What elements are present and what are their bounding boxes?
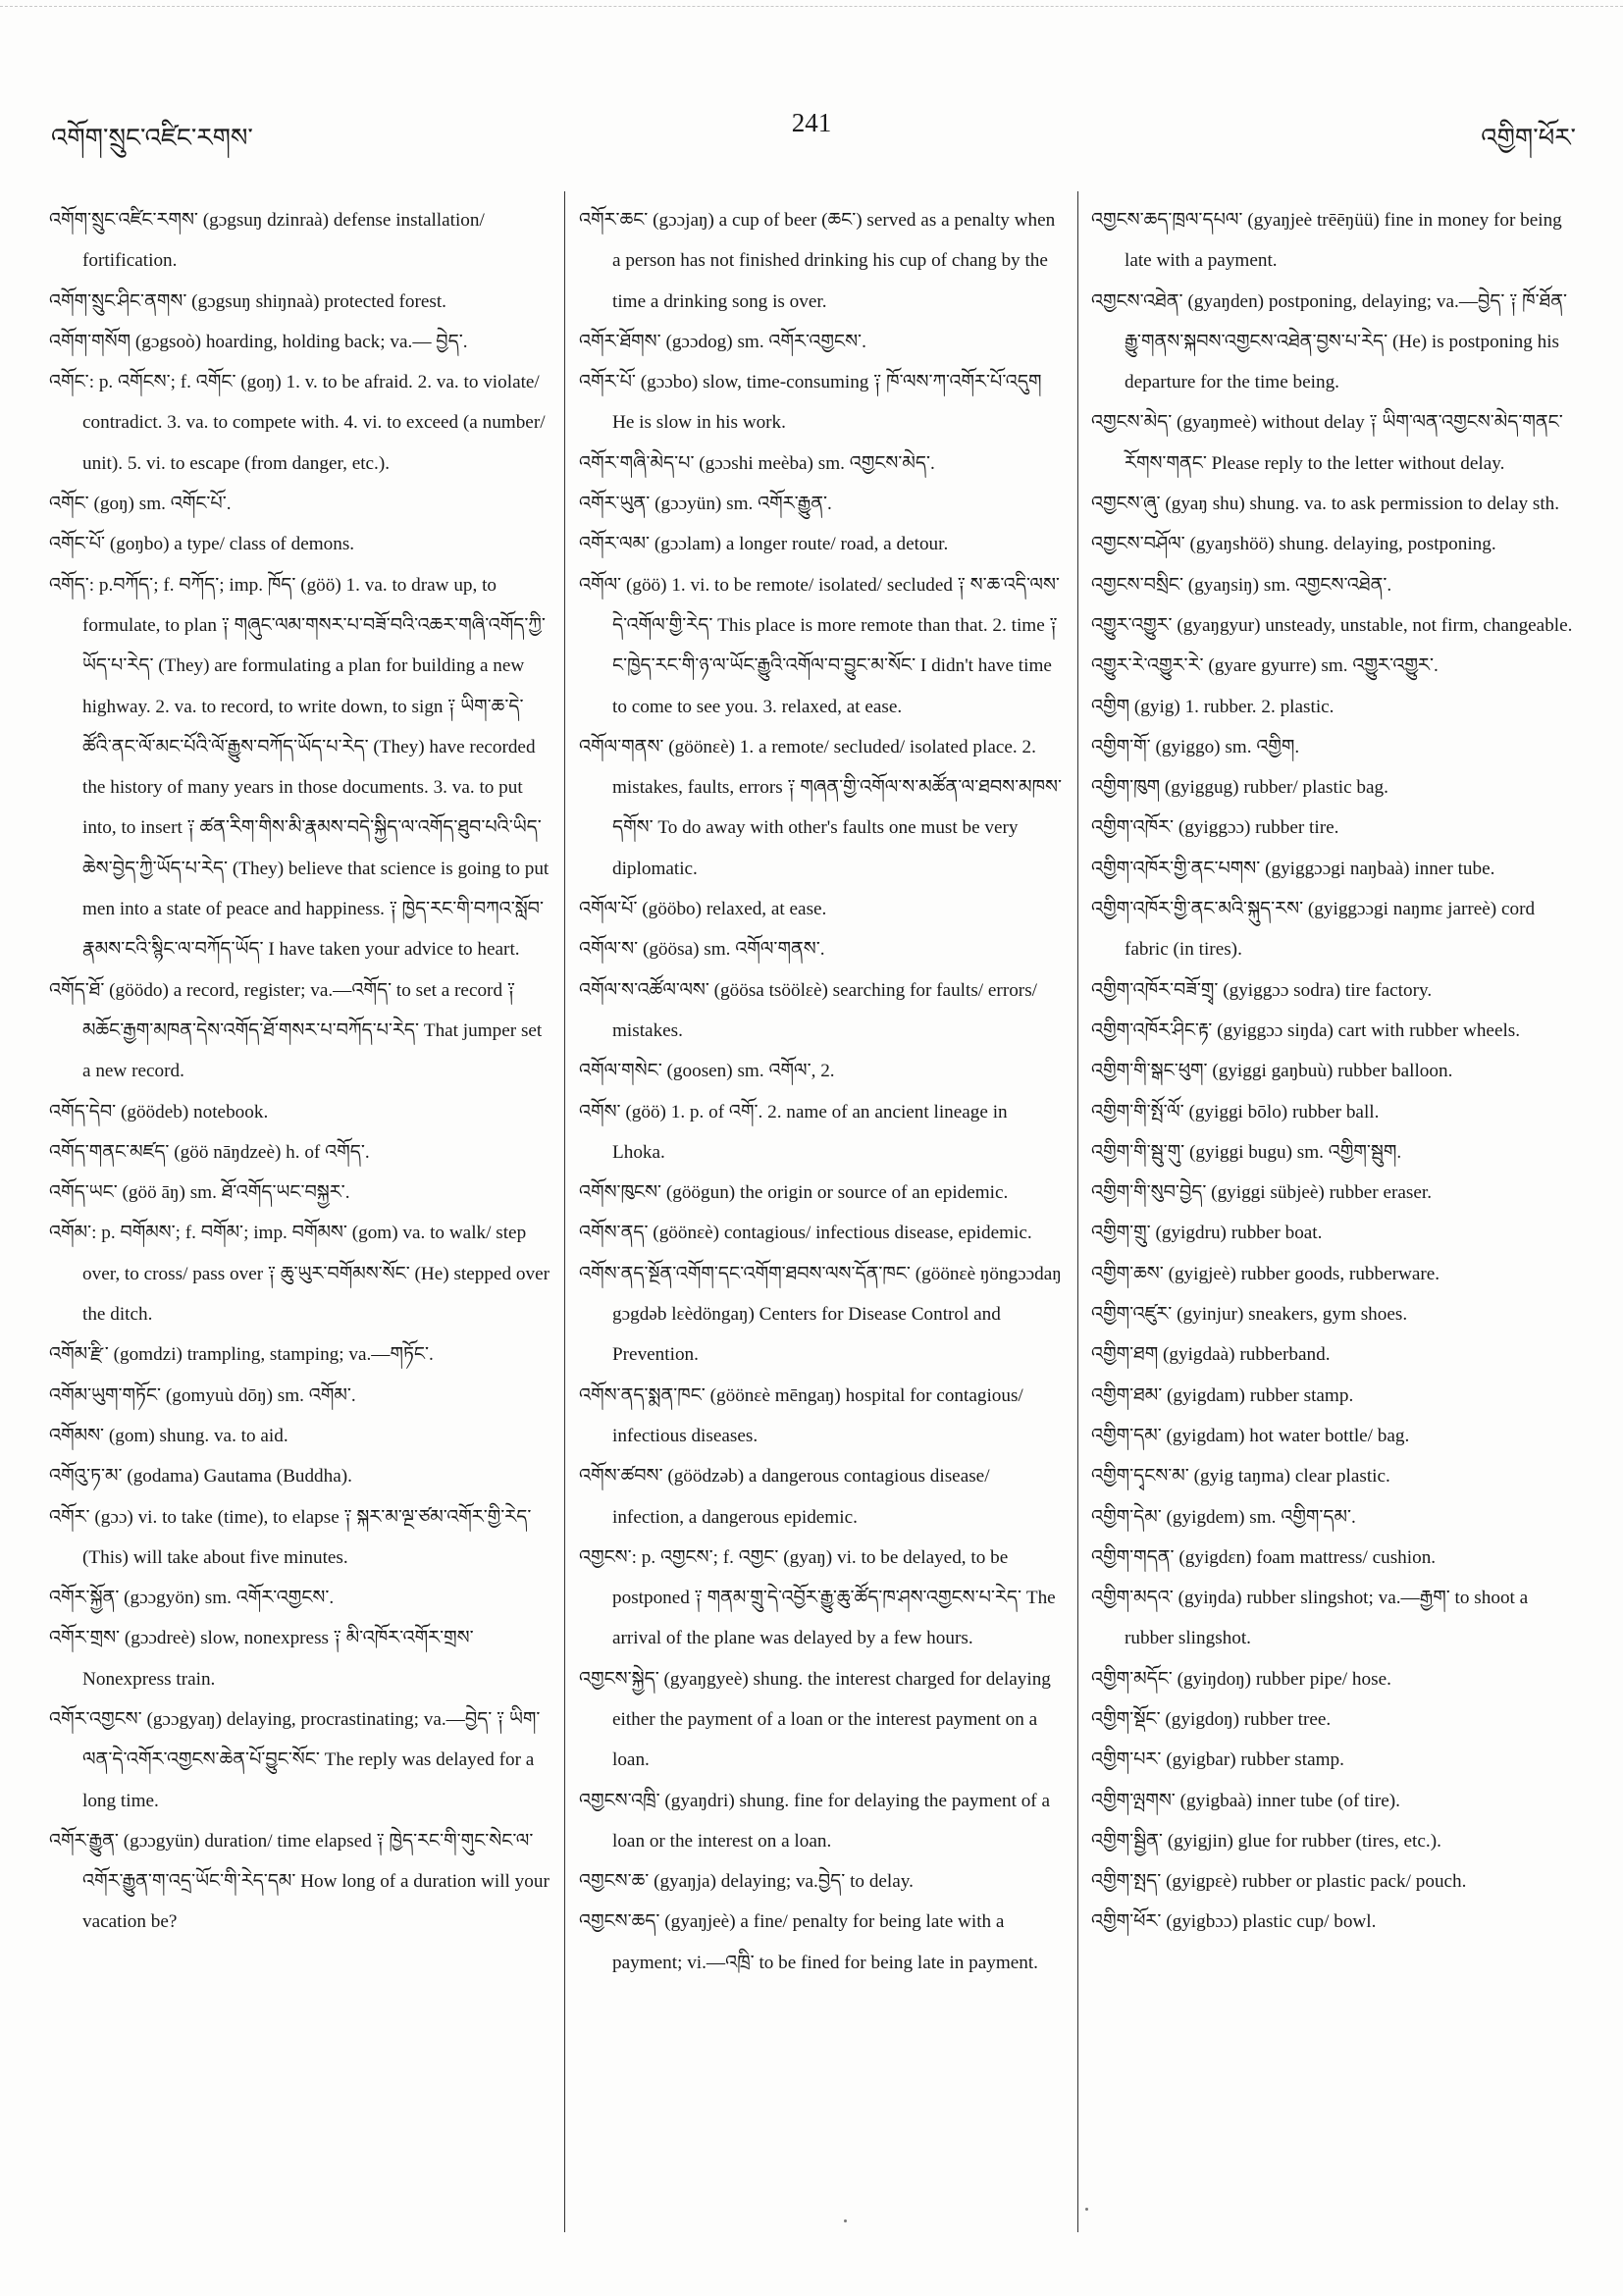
dictionary-entry: འགོས་ཁུངས་ (göögun) the origin or source of an epidemic. [579,1182,1009,1204]
dictionary-entry: འགོང་པོ་ (goŋbo) a type/ class of demons. [49,534,355,555]
dictionary-entry: འགོར་ (gɔɔ) vi. to take (time), to elapse ༑ སྐར་མ་ལྔ་ཙམ་འགོར་གྱི་རེད་ (This) will take about five minutes. [49,1506,532,1568]
dictionary-column-2 [579,200,1065,1983]
dictionary-entry: འགྱིག་སྦྱིན་ (gyigjin) glue for rubber (tires, etc.). [1091,1830,1441,1852]
dictionary-column-3 [1091,200,1582,1943]
dictionary-entry: འགྱིག་ཁུག (gyiggug) rubber/ plastic bag. [1091,777,1388,799]
dictionary-entry: འགོམས་ (gom) shung. va. to aid. [49,1425,288,1446]
dictionary-entry: འགོར་ཆང་ (gɔɔjaŋ) a cup of beer (ཆང་) served as a penalty when a person has not finished drinking his cup of chang by the time a drinking song is over. [579,210,1056,312]
dictionary-entry: འགྱིག་འཛུར་ (gyinjur) sneakers, gym shoes. [1091,1304,1408,1326]
dictionary-entry: འགྱིག་ཐག (gyigdaà) rubberband. [1091,1344,1331,1366]
dictionary-entry: འགྱངས་ཆ་ (gyaŋja) delaying; va.བྱེད་ to delay. [579,1871,914,1893]
dictionary-entry: འགོར་ལམ་ (gɔɔlam) a longer route/ road, a detour. [579,534,949,555]
dictionary-entry: འགྱུར་འགྱུར་ (gyaŋgyur) unsteady, unstable, not firm, changeable. [1091,614,1573,636]
dictionary-entry: འགོག་སྲུང་འཛིང་རགས་ (gɔgsuŋ dzinraà) defense installation/ fortification. [49,210,485,272]
dictionary-entry: འགོམ་རྫི་ (gomdzi) trampling, stamping; va.—གཏོང་. [49,1344,434,1366]
dictionary-entry: འགྱངས་འཁྲི་ (gyaŋdri) shung. fine for delaying the payment of a loan or the interest on a loan. [579,1790,1051,1852]
dictionary-entry: འགྱིག་གྲུ་ (gyigdru) rubber boat. [1091,1223,1323,1244]
dictionary-entry: འགྱིག་དྭངས་མ་ (gyig taŋma) clear plastic. [1091,1466,1390,1487]
scan-edge-line [0,6,1623,9]
scan-speck [1085,2208,1088,2211]
dictionary-entry: འགྱིག་འཁོར་གྱི་ནང་པགས་ (gyiggɔɔgi naŋbaà) inner tube. [1091,858,1495,879]
dictionary-entry: འགྱངས་ཞུ་ (gyaŋ shu) shung. va. to ask permission to delay sth. [1091,494,1560,515]
dictionary-entry: འགྱིག་གི་སྤོ་ལོ་ (gyiggi bōlo) rubber ball. [1091,1101,1380,1122]
dictionary-entry: འགྱུར་རེ་འགྱུར་རེ་ (gyare gyurre) sm. འགྱུར་འགྱུར་. [1091,655,1439,677]
dictionary-entry: འགྱངས་ཆད་ཁྲལ་དཔལ་ (gyaŋjeè trēēŋüü) fine in money for being late with a payment. [1091,210,1562,272]
dictionary-column-1 [49,200,550,1943]
dictionary-entry: འགྱངས་ཆད་ (gyaŋjeè) a fine/ penalty for being late with a payment; vi.—འཁྲི་ to be fined for being late in payment. [579,1911,1038,1973]
dictionary-entry: འགོམ་ཡུག་གཏོང་ (gomyuù dōŋ) sm. འགོམ་. [49,1384,356,1406]
dictionary-entry: འགོས་ནད་སྔོན་འགོག་དང་འགོག་ཐབས་ལས་དོན་ཁང་ (göönεè ŋöngɔɔdaŋ gɔgdəb lεèdöngaŋ) Centers for Disease Control and Prevention. [579,1263,1062,1366]
dictionary-entry: འགྱིག་འཁོར་ཤིང་རྟ་ (gyiggɔɔ siŋda) cart with rubber wheels. [1091,1019,1521,1041]
dictionary-entry: འགོར་སྐྱོན་ (gɔɔgyön) sm. འགོར་འགྱངས་. [49,1588,335,1609]
dictionary-entry: འགྱིག་ཆས་ (gyigjeè) rubber goods, rubberware. [1091,1263,1440,1284]
dictionary-entry: འགོས་ཚབས་ (göödzəb) a dangerous contagious disease/ infection, a dangerous epidemic. [579,1466,990,1528]
dictionary-entry: འགོང་ (goŋ) sm. འགོང་པོ་. [49,494,232,515]
dictionary-entry: འགྱིག་འཁོར་གྱི་ནང་མའི་སྐུད་རས་ (gyiggɔɔgi naŋmε jarreè) cord fabric (in tires). [1091,899,1536,961]
dictionary-entry: འགྱིག་ཕོར་ (gyigbɔɔ) plastic cup/ bowl. [1091,1911,1377,1933]
dictionary-entry: འགྱིག་གི་སྦུ་གུ་ (gyiggi bugu) sm. འགྱིག་སྦུག. [1091,1141,1402,1163]
dictionary-entry: འགྱིག་གདན་ (gyigdεn) foam mattress/ cushion. [1091,1546,1437,1568]
dictionary-entry: འགོལ་ས་ (göösa) sm. འགོལ་གནས་. [579,939,825,961]
dictionary-entry: འགོད་གནང་མཛད་ (göö nāŋdzeè) h. of འགོད་. [49,1141,370,1163]
dictionary-entry: འགོད་ཡང་ (göö āŋ) sm. ཐོ་འགོད་ཡང་བསྐྱར་. [49,1182,350,1204]
dictionary-entry: འགྱངས་མེད་ (gyaŋmeè) without delay ༑ ཡིག་ལན་འགྱངས་མེད་གནང་རོགས་གནང་ Please reply to the letter without delay. [1091,412,1563,474]
dictionary-entry: འགྱིག་སྡོང་ (gyigdoŋ) rubber tree. [1091,1708,1332,1730]
scan-speck [844,2219,847,2222]
dictionary-entry: འགྱིག་གི་སུབ་བྱེད་ (gyiggi sübjeè) rubber eraser. [1091,1182,1433,1204]
dictionary-entry: འགོལ་གསེང་ (goosen) sm. འགོལ་, 2. [579,1061,835,1082]
dictionary-entry: འགོས་ (göö) 1. p. of འགོ་. 2. name of an ancient lineage in Lhoka. [579,1101,1008,1163]
dictionary-entry: འགོར་གྲས་ (gɔɔdreè) slow, nonexpress ༑ མི་འཁོར་འགོར་གྲས་ Nonexpress train. [49,1628,474,1690]
dictionary-entry: འགོལ་གནས་ (göönεè) 1. a remote/ secluded/ isolated place. 2. mistakes, faults, errors ༑ གཞན་གྱི་འགོལ་ས་མཚོན་ལ་ཐབས་མཁས་དགོས་ To do away with other's faults one must be very diplomatic. [579,736,1062,879]
dictionary-entry: འགྱིག་འཁོར་ (gyiggɔɔ) rubber tire. [1091,817,1339,839]
dictionary-entry: འགོད་: p.བཀོད་; f. བཀོད་; imp. ཁོད་ (göö) 1. va. to draw up, to formulate, to plan ༑ གཞུང་ལམ་གསར་པ་བཟོ་བའི་འཆར་གཞི་འགོད་ཀྱི་ཡོད་པ་རེད་ (They) are formulating a plan for building a new highway. 2. va. to record, to write down, to sign ༑ ཡིག་ཆ་དེ་ཚོའི་ནང་ལོ་མང་པོའི་ལོ་རྒྱུས་བཀོད་ཡོད་པ་རེད་ (They) have recorded the history of many years in those documents. 3. va. to put into, to insert ༑ ཚན་རིག་གིས་མི་རྣམས་བདེ་སྐྱིད་ལ་འགོད་ཐུབ་པའི་ཡིད་ཆེས་བྱེད་ཀྱི་ཡོད་པ་རེད་ (They) believe that science is going to put men into a state of peace and happiness. ༑ ཁྱེད་རང་གི་བཀའ་སློབ་རྣམས་ངའི་སྙིང་ལ་བཀོད་ཡོད་ I have taken your advice to heart. [49,574,550,961]
dictionary-entry: འགོར་རྒྱུན་ (gɔɔgyün) duration/ time elapsed ༑ ཁྱེད་རང་གི་གུང་སེང་ལ་འགོར་རྒྱུན་ག་འདྲ་ཡོང་གི་རེད་དམ་ How long of a duration will your vacation be? [49,1830,550,1933]
dictionary-entry: འགོག་སྲུང་ཤིང་ནགས་ (gɔgsuŋ shiŋnaà) protected forest. [49,290,446,312]
page-number: 241 [791,108,832,137]
dictionary-entry: འགྱིག་གོ་ (gyiggo) sm. འགྱིག. [1091,736,1300,757]
dictionary-entry: འགྱིག་དམ་ (gyigdam) hot water bottle/ bag. [1091,1425,1410,1446]
dictionary-entry: འགོལ་པོ་ (gööbo) relaxed, at ease. [579,899,827,920]
dictionary-entry: འགོར་པོ་ (gɔɔbo) slow, time-consuming ༑ ཁོ་ལས་ཀ་འགོར་པོ་འདུག He is slow in his work. [579,372,1042,434]
running-header-right: འགྱིག་ཕོར་ [1481,124,1576,153]
dictionary-entry: འགྱིག་མདའ་ (gyiŋda) rubber slingshot; va.—རྒྱག་ to shoot a rubber slingshot. [1091,1588,1529,1649]
dictionary-entry: འགོས་ནད་ (göönεè) contagious/ infectious disease, epidemic. [579,1223,1032,1244]
dictionary-entry: འགོམ་: p. བགོམས་; f. བགོམ་; imp. བགོམས་ (gom) va. to walk/ step over, to cross/ pass over ༑ ཆུ་ཡུར་བགོམས་སོང་ (He) stepped over the ditch. [49,1223,550,1326]
dictionary-entry: འགོའུ་ཏ་མ་ (godama) Gautama (Buddha). [49,1466,352,1487]
dictionary-entry: འགྱངས་བསྲིང་ (gyaŋsiŋ) sm. འགྱངས་འཐེན་. [1091,574,1392,596]
dictionary-entry: འགྱངས་: p. འགྱངས་; f. འགྱང་ (gyaŋ) vi. to be delayed, to be postponed ༑ གནམ་གྲུ་དེ་འབྱོར་རྒྱུ་ཆུ་ཚོད་ཁ་ཤས་འགྱངས་པ་རེད་ The arrival of the plane was delayed by a few hours. [579,1546,1056,1649]
dictionary-entry: འགོར་ཐོགས་ (gɔɔdog) sm. འགོར་འགྱངས་. [579,331,866,352]
dictionary-entry: འགྱིག་དེམ་ (gyigdem) sm. འགྱིག་དམ་. [1091,1506,1356,1528]
dictionary-entry: འགྱིག་པར་ (gyigbar) rubber stamp. [1091,1749,1344,1771]
dictionary-entry: འགྱིག་ལྤགས་ (gyigbaà) inner tube (of tire). [1091,1790,1400,1811]
dictionary-entry: འགོལ་ས་འཚོལ་ལས་ (göösa tsöölεè) searching for faults/ errors/ mistakes. [579,979,1037,1041]
dictionary-entry: འགྱིག་སྤད་ (gyigpεè) rubber or plastic pack/ pouch. [1091,1871,1467,1893]
column-divider-1 [564,191,565,2232]
dictionary-entry: འགྱིག་གི་སྒང་ཕུག་ (gyiggi gaŋbuù) rubber balloon. [1091,1061,1453,1082]
dictionary-entry: འགྱངས་བཤོལ་ (gyaŋshöö) shung. delaying, postponing. [1091,534,1496,555]
dictionary-entry: འགོར་གཞི་མེད་པ་ (gɔɔshi meèba) sm. འགྱངས་མེད་. [579,452,935,474]
dictionary-entry: འགོར་ཡུན་ (gɔɔyün) sm. འགོར་རྒྱུན་. [579,494,832,515]
dictionary-entry: འགོད་དེབ་ (göödeb) notebook. [49,1101,269,1122]
dictionary-entry: འགོད་ཐོ་ (göödo) a record, register; va.—འགོད་ to set a record ༑ མཆོང་རྒྱག་མཁན་དེས་འགོད་ཐོ་གསར་པ་བཀོད་པ་རེད་ That jumper set a new record. [49,979,543,1082]
dictionary-entry: འགྱིག་མདོང་ (gyiŋdoŋ) rubber pipe/ hose. [1091,1668,1391,1690]
dictionary-entry: འགྱངས་སྐྱེད་ (gyaŋgyeè) shung. the interest charged for delaying either the payment of a loan or the interest payment on a loan. [579,1668,1051,1771]
dictionary-entry: འགོས་ནད་སྨན་ཁང་ (göönεè mēngaŋ) hospital for contagious/ infectious diseases. [579,1384,1023,1446]
dictionary-entry: འགོར་འགྱངས་ (gɔɔgyaŋ) delaying, procrastinating; va.—བྱེད་ ༑ ཡིག་ལན་དེ་འགོར་འགྱངས་ཆེན་པོ་བྱུང་སོང་ The reply was delayed for a long time. [49,1708,541,1811]
dictionary-entry: འགྱིག་འཁོར་བཟོ་གྲྭ་ (gyiggɔɔ sodra) tire factory. [1091,979,1433,1001]
dictionary-entry: འགོལ་ (göö) 1. vi. to be remote/ isolated/ secluded ༑ ས་ཆ་འདི་ལས་དེ་འགོལ་གྱི་རེད་ This place is more remote than that. 2. time ༑ ང་ཁྱེད་རང་གི་ཉ་ལ་ཡོང་རྒྱུའི་འགོལ་བ་བྱུང་མ་སོང་ I didn't have time to come to see you. 3. relaxed, at ease. [579,574,1060,717]
dictionary-entry: འགོག་གསོག (gɔgsoò) hoarding, holding back; va.— བྱེད་. [49,331,468,352]
running-header-left: འགོག་སྲུང་འཛིང་རགས་ [51,124,253,153]
column-divider-2 [1077,191,1078,2232]
dictionary-entry: འགོང་: p. འགོངས་; f. འགོང་ (goŋ) 1. v. to be afraid. 2. va. to violate/ contradict. 3. va. to compete with. 4. vi. to exceed (a number/ unit). 5. vi. to escape (from danger, etc.). [49,372,546,474]
dictionary-entry: འགྱིག་ཐམ་ (gyigdam) rubber stamp. [1091,1384,1354,1406]
dictionary-entry: འགྱིག (gyig) 1. rubber. 2. plastic. [1091,696,1335,717]
dictionary-entry: འགྱངས་འཐེན་ (gyaŋden) postponing, delaying; va.—བྱེད་ ༑ ཁོ་ཐོན་རྒྱུ་གནས་སྐབས་འགྱངས་འཐེན་བྱས་པ་རེད་ (He) is postponing his departure for the time being. [1091,290,1568,393]
